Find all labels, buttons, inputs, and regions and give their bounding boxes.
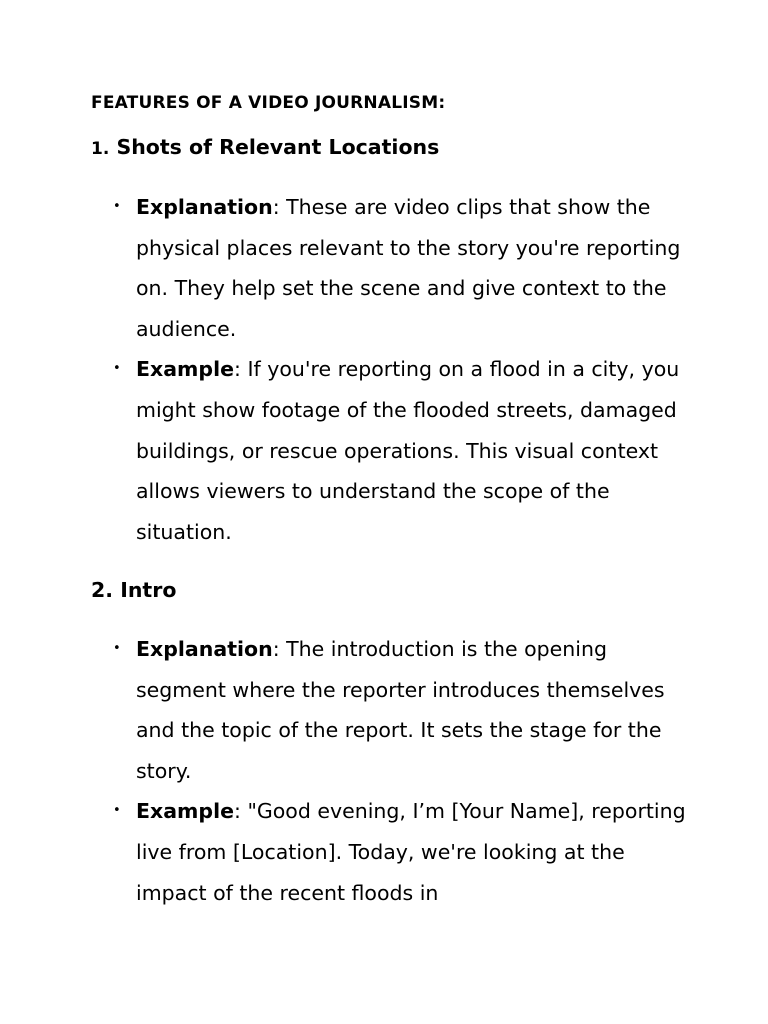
bullet-text: [136, 349, 696, 552]
bullet-icon: •: [113, 199, 121, 214]
bullet-icon: •: [113, 361, 121, 377]
section-number: 1.: [91, 139, 110, 159]
bullet-text: [136, 791, 696, 913]
bullet-term: Explanation: [136, 195, 273, 219]
section-title: Intro: [120, 578, 177, 602]
bullet-description: : The introduction is the opening segment where the reporter introduces themselves and the topic of the report. It sets the stage for the story.: [136, 637, 665, 783]
bullet-text: [136, 187, 696, 349]
bullet-description: : If you're reporting on a flood in a city, you might show footage of the flooded streets, damaged buildings, or rescue operations. This visual context allows viewers to understand the scope of the situation.: [136, 357, 680, 544]
bullet-icon: •: [113, 803, 121, 819]
section-heading-1: [91, 135, 439, 159]
list-item: [0, 349, 768, 552]
section-title: Shots of Relevant Locations: [116, 135, 440, 159]
section-number: 2.: [91, 578, 114, 602]
list-item: [0, 187, 768, 349]
section-heading-2: [91, 578, 176, 602]
list-item: [0, 791, 768, 913]
section-2-bullets: [0, 629, 768, 913]
bullet-text: [136, 629, 696, 791]
document-title: FEATURES OF A VIDEO JOURNALISM:: [91, 93, 446, 113]
bullet-term: Explanation: [136, 637, 273, 661]
section-1-bullets: [0, 187, 768, 552]
bullet-term: Example: [136, 799, 235, 824]
bullet-term: Example: [136, 357, 235, 382]
bullet-description: : "Good evening, I’m [Your Name], reporting live from [Location]. Today, we're looking at the impact of the recent floods in: [136, 799, 686, 905]
bullet-icon: •: [113, 641, 121, 656]
list-item: [0, 629, 768, 791]
bullet-description: : These are video clips that show the physical places relevant to the story you're reporting on. They help set the scene and give context to the audience.: [136, 195, 681, 341]
